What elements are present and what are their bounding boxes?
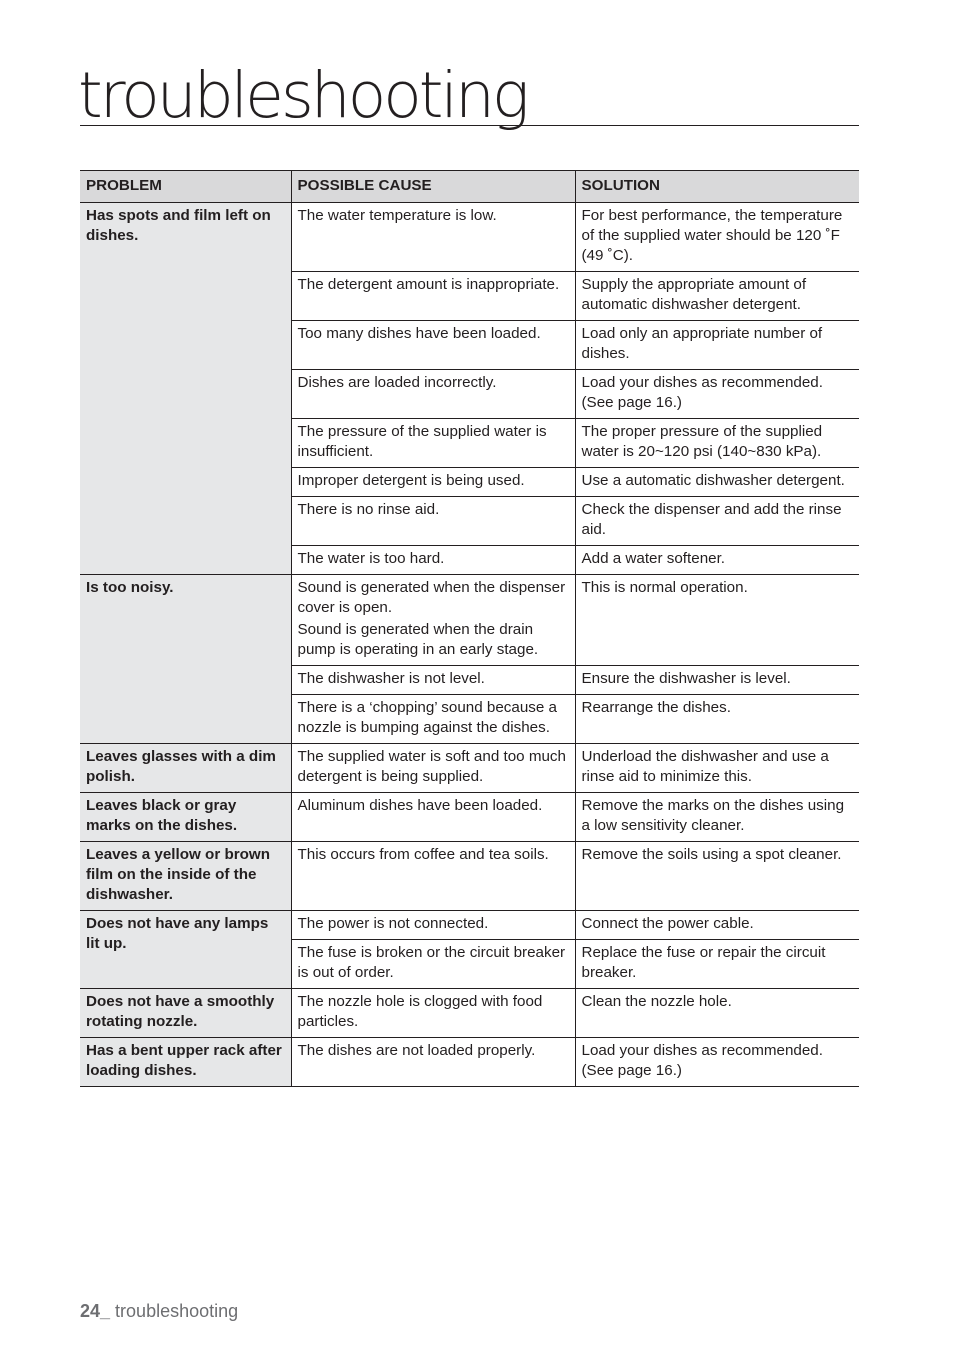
cause-cell <box>291 842 575 911</box>
table-header-row <box>80 171 859 203</box>
solution-cell: Remove the marks on the dishes using a low sensitivity cleaner. <box>575 793 859 842</box>
footer-section-label: troubleshooting <box>110 1301 239 1321</box>
solution-cell: Load your dishes as recommended. (See page 16.) <box>575 1038 859 1087</box>
cause-text: This occurs from coffee and tea soils. <box>297 846 549 863</box>
problem-cell: Does not have any lamps lit up. <box>80 911 291 989</box>
cause-cell <box>291 546 575 575</box>
cause-cell <box>291 370 575 419</box>
cause-text: Too many dishes have been loaded. <box>297 325 541 342</box>
cause-text: Sound is generated when the dispenser cover is open. <box>297 579 566 616</box>
page-number: 24_ <box>80 1301 111 1321</box>
cause-cell <box>291 203 575 272</box>
cause-cell <box>291 419 575 468</box>
cause-cell <box>291 497 575 546</box>
cause-cell <box>291 911 575 940</box>
solution-cell: Rearrange the dishes. <box>575 695 859 744</box>
header-solution: SOLUTION <box>575 171 859 203</box>
table-row <box>80 793 859 842</box>
cause-text: Sound is generated when the drain pump is operating in an early stage. <box>297 621 539 658</box>
table-row <box>80 911 859 940</box>
table-row <box>80 203 859 272</box>
table-row <box>80 989 859 1038</box>
troubleshooting-table <box>80 170 859 1087</box>
cause-text: The water is too hard. <box>297 550 445 567</box>
cause-text: Dishes are loaded incorrectly. <box>297 374 497 391</box>
cause-cell <box>291 272 575 321</box>
cause-cell <box>291 575 575 666</box>
header-possible-cause: POSSIBLE CAUSE <box>291 171 575 203</box>
cause-text: The dishes are not loaded properly. <box>297 1042 536 1059</box>
cause-text: The pressure of the supplied water is insufficient. <box>297 423 547 460</box>
title-rule <box>80 125 859 126</box>
cause-text: The fuse is broken or the circuit breaker is out of order. <box>297 944 566 981</box>
cause-text: There is no rinse aid. <box>297 501 440 518</box>
solution-cell: Check the dispenser and add the rinse aid. <box>575 497 859 546</box>
cause-text: The supplied water is soft and too much detergent is being supplied. <box>297 748 566 785</box>
solution-cell: Use a automatic dishwasher detergent. <box>575 468 859 497</box>
cause-cell <box>291 940 575 989</box>
solution-cell: Remove the soils using a spot cleaner. <box>575 842 859 911</box>
table-row <box>80 575 859 666</box>
solution-cell: Supply the appropriate amount of automatic dishwasher detergent. <box>575 272 859 321</box>
cause-text: There is a ‘chopping’ sound because a nozzle is bumping against the dishes. <box>297 699 557 736</box>
table-row <box>80 1038 859 1087</box>
cause-cell <box>291 695 575 744</box>
cause-cell <box>291 321 575 370</box>
cause-cell <box>291 744 575 793</box>
cause-cell <box>291 793 575 842</box>
header-problem: PROBLEM <box>80 171 291 203</box>
table-row <box>80 744 859 793</box>
problem-cell: Is too noisy. <box>80 575 291 744</box>
cause-text: The water temperature is low. <box>297 207 497 224</box>
cause-cell <box>291 1038 575 1087</box>
table-row <box>80 842 859 911</box>
solution-cell: This is normal operation. <box>575 575 859 666</box>
problem-cell: Has spots and film left on dishes. <box>80 203 291 575</box>
table-body <box>80 203 859 1087</box>
solution-cell: Load only an appropriate number of dishes. <box>575 321 859 370</box>
solution-cell: Replace the fuse or repair the circuit breaker. <box>575 940 859 989</box>
solution-cell: The proper pressure of the supplied water is 20~120 psi (140~830 kPa). <box>575 419 859 468</box>
solution-cell: Add a water softener. <box>575 546 859 575</box>
solution-cell: Underload the dishwasher and use a rinse aid to minimize this. <box>575 744 859 793</box>
cause-text: The nozzle hole is clogged with food particles. <box>297 993 543 1030</box>
cause-cell <box>291 666 575 695</box>
cause-cell <box>291 989 575 1038</box>
problem-cell: Has a bent upper rack after loading dishes. <box>80 1038 291 1087</box>
solution-cell: Connect the power cable. <box>575 911 859 940</box>
cause-text: The dishwasher is not level. <box>297 670 485 687</box>
cause-cell <box>291 468 575 497</box>
solution-cell: Load your dishes as recommended. (See page 16.) <box>575 370 859 419</box>
cause-text: Aluminum dishes have been loaded. <box>297 797 543 814</box>
solution-cell: Ensure the dishwasher is level. <box>575 666 859 695</box>
solution-cell: For best performance, the temperature of the supplied water should be 120 ˚F (49 ˚C). <box>575 203 859 272</box>
cause-text: The detergent amount is inappropriate. <box>297 276 560 293</box>
problem-cell: Leaves black or gray marks on the dishes. <box>80 793 291 842</box>
problem-cell: Does not have a smoothly rotating nozzle. <box>80 989 291 1038</box>
problem-cell: Leaves a yellow or brown film on the inside of the dishwasher. <box>80 842 291 911</box>
cause-text: The power is not connected. <box>297 915 489 932</box>
solution-cell: Clean the nozzle hole. <box>575 989 859 1038</box>
cause-text: Improper detergent is being used. <box>297 472 525 489</box>
page-title: troubleshooting <box>78 59 527 132</box>
page-footer <box>80 1301 238 1322</box>
problem-cell: Leaves glasses with a dim polish. <box>80 744 291 793</box>
